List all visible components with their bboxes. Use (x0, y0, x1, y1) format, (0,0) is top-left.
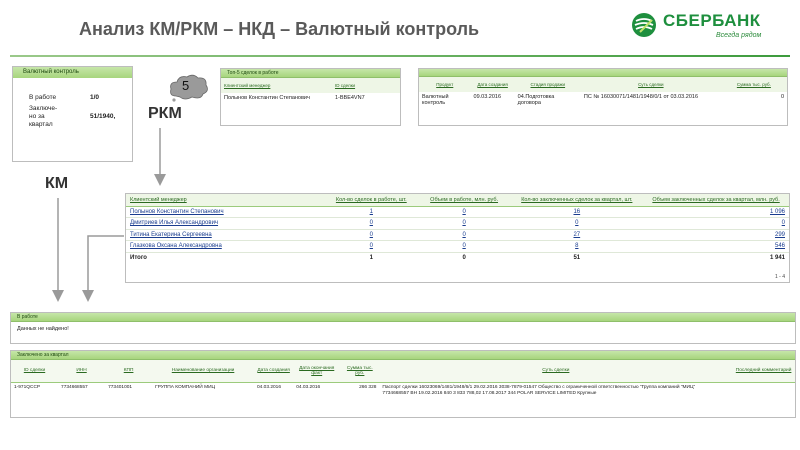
closed-deals-link[interactable]: 0 (511, 218, 644, 230)
col-closed-volume[interactable]: Объем заключенных сделок за квартал, млн. руб. (643, 194, 789, 206)
closed-deals-link[interactable]: 27 (511, 229, 644, 241)
col-stage[interactable]: Стадия продажи (515, 77, 581, 92)
closed-quarter-label-1: Заключе- (29, 105, 58, 112)
top5-table (221, 78, 400, 103)
table-row[interactable] (126, 206, 789, 218)
col-last-comment[interactable]: Последний комментарий (732, 360, 795, 382)
km-label: КМ (45, 175, 69, 192)
manager-name-link[interactable]: Дмитриев Илья Александрович (126, 218, 325, 230)
deal-sum-cell: 266 328 (359, 384, 377, 390)
manager-name-link[interactable]: Полынов Константин Степанович (126, 206, 325, 218)
total-volume-in-work: 0 (462, 255, 466, 261)
closed-volume-link[interactable]: 1 096 (643, 206, 789, 218)
col-sum[interactable]: Сумма тыс. руб. (721, 77, 787, 92)
product-cell: Валютный контроль (422, 94, 449, 106)
table-row[interactable] (126, 241, 789, 253)
table-row[interactable] (126, 218, 789, 230)
volume-in-work-link[interactable]: 0 (418, 218, 511, 230)
deals-in-work-link[interactable]: 0 (325, 218, 418, 230)
col-deal-sum[interactable]: Сумма тыс. руб. (340, 360, 379, 382)
sum-cell: 0 (780, 94, 784, 100)
logo-tagline: Всегда рядом (716, 32, 762, 39)
col-kpp[interactable]: КПП (105, 360, 152, 382)
col-finished-date[interactable]: Дата окончания факт (293, 360, 340, 382)
table-row[interactable] (419, 92, 787, 108)
currency-control-widget[interactable] (12, 66, 133, 162)
logo-name: СБЕРБАНК (663, 11, 761, 30)
deal-detail-panel (418, 68, 788, 126)
last-comment-cell (732, 382, 795, 399)
col-closed-deals[interactable]: Кол-во заключенных сделок за квартал, шт. (511, 194, 644, 206)
sberbank-logo (621, 10, 786, 44)
widget-header: Валютный контроль (13, 67, 132, 78)
top5-col-id[interactable]: ID сделки (332, 78, 400, 93)
col-deal-essence[interactable]: Суть сделки (379, 360, 732, 382)
volume-in-work-link[interactable]: 0 (418, 241, 511, 253)
volume-in-work-link[interactable]: 0 (418, 206, 511, 218)
top5-manager-cell: Полынов Константин Степанович (224, 95, 310, 101)
created-date-cell: 04.03.2016 (257, 384, 282, 390)
cloud-number: 5 (182, 78, 190, 93)
manager-name-link[interactable]: Титина Екатерина Сергеевна (126, 229, 325, 241)
closed-deals-table (11, 360, 795, 399)
title-divider (10, 55, 790, 57)
managers-table-panel (125, 193, 790, 283)
pagination-info: 1 - 4 (774, 274, 785, 280)
total-closed-volume: 1 941 (769, 255, 785, 261)
top5-header: Топ-5 сделок в работе (221, 69, 400, 78)
col-inn[interactable]: ИНН (58, 360, 105, 382)
closed-deals-link[interactable]: 16 (511, 206, 644, 218)
col-essence[interactable]: Суть сделки (581, 77, 721, 92)
volume-in-work-link[interactable]: 0 (418, 229, 511, 241)
finished-date-cell: 04.03.2016 (296, 384, 321, 390)
table-row[interactable] (221, 93, 400, 103)
table-row[interactable] (11, 382, 795, 399)
deal-detail-table (419, 77, 787, 108)
closed-quarter-header: Заключено за квартал (11, 351, 795, 360)
managers-table (126, 194, 789, 264)
closed-quarter-label-2: но за (29, 113, 45, 120)
page-title: Анализ КМ/РКМ – НКД – Валютный контроль (79, 19, 480, 39)
closed-volume-link[interactable]: 0 (643, 218, 789, 230)
col-deal-id[interactable]: ID сделки (11, 360, 58, 382)
deal-essence-line-1: Паспорт сделки 16023069/1481/1948/6/1 29.02.2016 3038-7879-01547 Общество с ограниченной ответственностью "Группа компаний "МИЦ" (382, 384, 696, 390)
col-created-date[interactable]: Дата создания (254, 360, 293, 382)
closed-quarter-section (10, 350, 796, 418)
in-work-label: В работе (29, 94, 57, 101)
deal-id-cell: 1-971QCCP (14, 384, 41, 390)
deal-detail-header (419, 69, 787, 77)
inn-cell: 7734668557 (61, 384, 88, 390)
closed-quarter-label-3: квартал (29, 121, 53, 128)
col-created[interactable]: Дата создания (471, 77, 515, 92)
in-work-value: 1/0 (90, 94, 100, 101)
kpp-cell: 773401001 (108, 384, 133, 390)
total-closed-deals: 51 (573, 255, 581, 261)
total-deals-in-work: 1 (369, 255, 373, 261)
total-label: Итого (130, 255, 147, 261)
closed-deals-link[interactable]: 8 (511, 241, 644, 253)
col-product[interactable]: Продукт (419, 77, 471, 92)
table-row[interactable] (126, 229, 789, 241)
deals-in-work-link[interactable]: 1 (325, 206, 418, 218)
stage-cell: 04.Подготовка договора (517, 94, 555, 106)
col-org[interactable]: Наименование организации (152, 360, 254, 382)
in-work-header: В работе (11, 313, 795, 322)
in-work-section (10, 312, 796, 344)
deals-in-work-link[interactable]: 0 (325, 229, 418, 241)
created-cell: 09.03.2016 (473, 94, 502, 100)
sberbank-logo-icon (631, 12, 657, 38)
col-deals-in-work[interactable]: Кол-во сделок в работе, шт. (325, 194, 418, 206)
closed-volume-link[interactable]: 546 (643, 241, 789, 253)
deal-essence-cell (379, 382, 732, 399)
essence-cell: ПС № 16030071/1481/1948/0/1 от 03.03.2016 (583, 94, 698, 100)
deals-in-work-link[interactable]: 0 (325, 241, 418, 253)
manager-name-link[interactable]: Глазкова Оксана Александровна (126, 241, 325, 253)
col-manager[interactable]: Клиентский менеджер (126, 194, 325, 206)
deal-essence-line-2: 7734668557 ВН 19.02.2016 840 3 833 788,02 17.08.2017 344 POLAR SERVICE LIMITED Крупные (382, 390, 597, 396)
arrow-down-km-2 (88, 236, 124, 296)
closed-quarter-value: 51/1940, (90, 113, 116, 120)
rkm-label: РКМ (148, 105, 182, 122)
no-data-message: Данных не найдено! (17, 326, 69, 332)
top5-deals-panel (220, 68, 401, 126)
col-volume-in-work[interactable]: Объем в работе, млн. руб. (418, 194, 511, 206)
top5-id-cell[interactable]: 1-BBE4VN7 (334, 95, 365, 101)
total-row (126, 252, 789, 264)
closed-volume-link[interactable]: 299 (643, 229, 789, 241)
org-cell: ГРУППА КОМПАНИЙ МИЦ (155, 384, 216, 390)
top5-col-manager[interactable]: Клиентский менеджер (221, 78, 332, 93)
